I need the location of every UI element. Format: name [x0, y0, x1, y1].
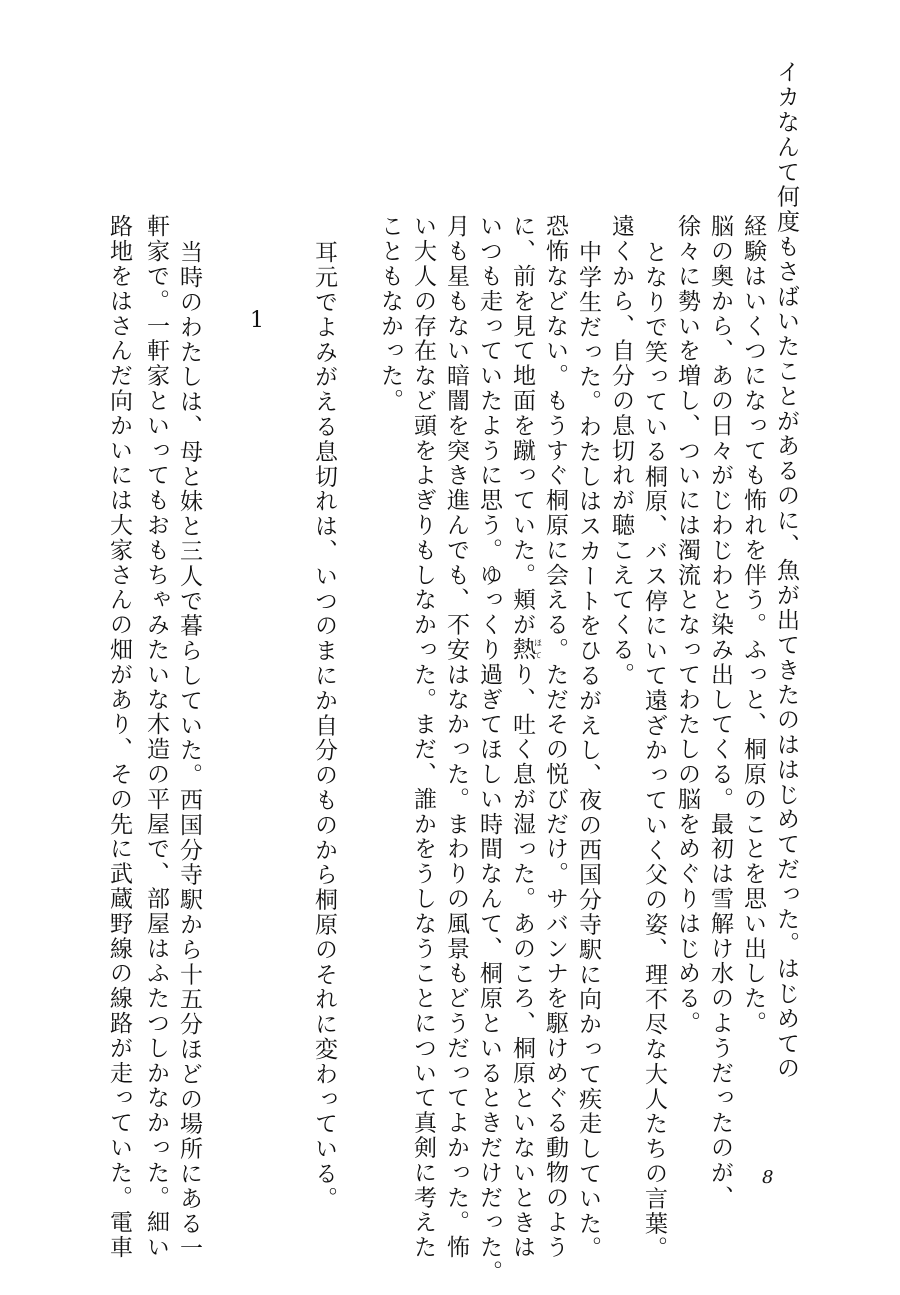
ruby-reading: ほて	[533, 637, 543, 663]
text-line: いつも走っていたように思う。ゆっくり過ぎてほしい時間なんて、桐原といるときだけだった。	[476, 214, 502, 1285]
text-line: 恐怖などない。もうすぐ桐原に会える。ただその悦びだけ。サバンナを駆けめぐる動物のよう	[542, 214, 568, 1260]
text-segment: に、前を見て地面を蹴っていた。頬が	[509, 214, 535, 638]
text-line: イカなんて何度もさばいたことがあるのに、魚が出てきたのははじめてだった。はじめての	[773, 60, 799, 1081]
text-line: 当時のわたしは、母と妹と三人で暮らしていた。西国分寺駅から十五分ほどの場所にある一	[176, 240, 202, 1261]
text-line: となりで笑っている桐原、バス停にいて遠ざかっていく父の姿、理不尽な大人たちの言葉。	[641, 240, 667, 1261]
ruby-base: 熱	[509, 637, 535, 663]
text-line: 徐々に勢いを増し、ついには濁流となってわたしの脳をめぐりはじめる。	[674, 214, 700, 1036]
text-line: い大人の存在など頭をよぎりもしなかった。まだ、誰かをうしなうことについて真剣に考えた	[410, 214, 436, 1260]
section-number: 1	[250, 308, 264, 333]
ruby-annotation	[509, 637, 543, 663]
page-number: 8	[762, 1167, 774, 1188]
text-line	[506, 214, 542, 1260]
text-line: こともなかった。	[377, 214, 403, 414]
text-line: 軒家で。一軒家といってもおもちゃみたいな木造の平屋で、部屋はふたつしかなかった。細い	[143, 214, 169, 1260]
text-line: 遠くから、自分の息切れが聴こえてくる。	[608, 214, 634, 688]
text-segment: り、吐く息が湿った。あのころ、桐原といないときは	[509, 662, 535, 1260]
text-line: 月も星もない暗闇を突き進んでも、不安はなかった。まわりの風景もどうだってよかった。怖	[443, 214, 469, 1260]
text-line: 路地をはさんだ向かいには大家さんの畑があり、その先に武蔵野線の線路が走っていた。電車	[106, 214, 132, 1260]
text-line: 経験はいくつになっても怖れを伴う。ふっと、桐原のことを思い出した。	[740, 214, 766, 1036]
text-line: 脳の奥から、あの日々がじわじわと染み出してくる。最初は雪解け水のようだったのが、	[707, 214, 733, 1210]
text-line: 中学生だった。わたしはスカートをひるがえし、夜の西国分寺駅に向かって疾走していた。	[575, 240, 601, 1261]
text-line: 耳元でよみがえる息切れは、いつのまにか自分のものから桐原のそれに変わっている。	[311, 240, 337, 1212]
